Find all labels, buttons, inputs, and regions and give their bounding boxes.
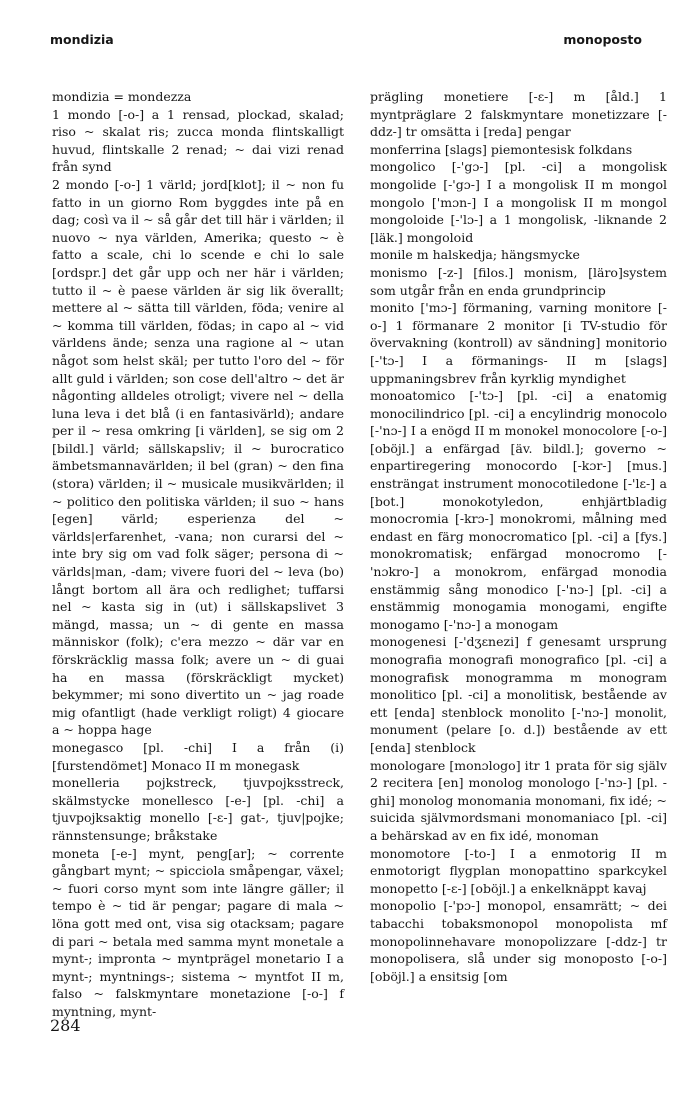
running-head-left: mondizia bbox=[50, 32, 114, 47]
page-number: 284 bbox=[50, 1016, 81, 1035]
entry-mondo-1: 1 mondo [-o-] a 1 rensad, plockad, skalad; riso ~ skalat ris; zucca monda flintskalligt huvud, flintskalle 2 renad; ~ dai vizi renad från synd bbox=[52, 106, 344, 175]
left-column bbox=[52, 88, 344, 1019]
entry-monismo: monismo [-z-] [filos.] monism, [läro]system som utgår från en enda grundprincip bbox=[370, 264, 667, 298]
right-column bbox=[370, 88, 667, 988]
entry-monferrina: monferrina [slags] piemontesisk folkdans bbox=[370, 141, 633, 157]
entry-monogenesi: monogenesi [-'dʒɛnezi] f genesamt ursprung monografia monografi monografico [pl. -ci] a monografisk monogramma m monogram monolitico [pl. -ci] a monolitisk, bestående av ett [enda] stenblock monolito [-'nɔ-] monolit, monument (pelare [o. d.]) bestående av ett [enda] stenblock bbox=[370, 634, 667, 755]
entry-mongolico: mongolico [-'gɔ-] [pl. -ci] a mongolisk mongolide [-'gɔ-] I a mongolisk II m mongol mongolo ['mɔn-] I a mongolisk II m mongol mongoloide [-'lɔ-] a 1 mongolisk, -liknande 2 [läk.] mongoloid bbox=[370, 159, 667, 245]
running-head-right: monoposto bbox=[563, 32, 642, 47]
entry-monoatomico: monoatomico [-'tɔ-] [pl. -ci] a enatomig monocilindrico [pl. -ci] a encylindrig monocolo [-'nɔ-] I a enögd II m monokel monocolore [-o-] [oböjl.] a enfärgad [äv. bildl.]; governo ~ enpartiregering monocordo [-kɔr-] [mus.] ensträngat instrument monocotiledone [-'lɛ-] a [bot.] monokotyledon, enhjärtbladig monocromia [-krɔ-] monokromi, målning med endast en färg monocromatico [pl. -ci] a [fys.] monokromatisk; enfärgad monocromo [-'nɔkro-] a monokrom, enfärgad monodia enstämmig sång monodico [-'nɔ-] [pl. -ci] a enstämmig monogamia monogami, engifte monogamo [-'nɔ-] a monogam bbox=[370, 388, 667, 632]
entry-monopolio: monopolio [-'pɔ-] monopol, ensamrätt; ~ dei tabacchi tobaksmonopol monopolista mf monopolinnehavare monopolizzare [-ddz-] tr monopolisera, slå under sig monoposto [-o-] [oböjl.] a ensitsig [om bbox=[370, 898, 667, 984]
entry-mondizia: mondizia = mondezza bbox=[52, 89, 192, 104]
entry-monelleria: monelleria pojkstreck, tjuvpojksstreck, skälmstycke monellesco [-e-] [pl. -chi] a tjuvpojksaktig monello [-ɛ-] gat-, tjuv|pojke; rännstensunge; bråkstake bbox=[52, 775, 344, 843]
entry-monetiere: prägling monetiere [-ɛ-] m [åld.] 1 myntpräglare 2 falskmyntare monetizzare [-ddz-] tr omsätta i [reda] pengar bbox=[370, 89, 667, 140]
entry-mondo-2: 2 mondo [-o-] 1 värld; jord[klot]; il ~ non fu fatto in un giorno Rom byggdes inte på en dag; così va il ~ så går det till här i världen; il nuovo ~ nya världen, Amerika; questo ~ è fatto a scale, chi lo scende e chi lo sale [ordspr.] det går upp och ner här i världen; tutto il ~ è paese världen är sig lik överallt; mettere al ~ sätta till världen, föda; venire al ~ komma till världen, födas; in capo al ~ vid världens ände; senza una ragione al ~ utan något som helst skäl; per tutto l'oro del ~ för allt guld i världen; son cose dell'altro ~ det är någonting alldeles otroligt; vivere nel ~ della luna leva i det blå (i en fantasivärld); andare per il ~ resa omkring [i världen], se sig om 2 [bildl.] värld; sällskapsliv; il ~ burocratico ämbetsmannavärlden; il bel (gran) ~ den fina (stora) världen; il ~ musicale musikvärlden; il ~ politico den politiska världen; il suo ~ hans [egen] värld; esperienza del ~ världs|erfarenhet, -vana; non curarsi del ~ inte bry sig om vad folk säger; persona di ~ världs|man, -dam; vivere fuori del ~ leva (bo) långt bortom all ära och redlighet; tuffarsi nel ~ kasta sig in (ut) i sällskapslivet 3 mängd, massa; un ~ di gente en massa människor (folk); c'era mezzo ~ där var en förskräcklig massa folk; avere un ~ di guai ha en massa (förskräckligt mycket) bekymmer; mi sono divertito un ~ jag roade mig ofantligt (hade verkligt roligt) 4 giocare a ~ hoppa hage bbox=[52, 176, 344, 738]
entry-monito: monito ['mɔ-] förmaning, varning monitore [-o-] 1 förmanare 2 monitor [i TV-studio för övervakning (kontroll) av sändning] monitorio [-'tɔ-] I a förmanings- II m [slags] uppmaningsbrev från kyrklig myndighet bbox=[370, 300, 667, 386]
entry-monile: monile m halskedja; hängsmycke bbox=[370, 247, 580, 263]
entry-moneta: moneta [-e-] mynt, peng[ar]; ~ corrente gångbart mynt; ~ spicciola småpengar, växel; ~ fuori corso mynt som inte längre gäller; il tempo è ~ tid är pengar; pagare di mala ~ löna gott med ont, visa sig otacksam; pagare di pari ~ betala med samma mynt monetale a mynt-; impronta ~ myntprägel monetario I a mynt-; myntnings-; sistema ~ myntfot II m, falso ~ falskmyntare monetazione [-o-] f myntning, mynt- bbox=[52, 845, 344, 1019]
entry-monologare: monologare [monɔlogo] itr 1 prata för sig själv 2 recitera [en] monolog monologo [-'nɔ-] [pl. -ghi] monolog monomania monomani, fix idé; ~ suicida självmordsmani monomaniaco [pl. -ci] a behärskad av en fix idé, monoman bbox=[370, 757, 667, 843]
entry-monegasco: monegasco [pl. -chi] I a från (i) [furstendömet] Monaco II m monegask bbox=[52, 739, 344, 773]
entry-monomotore: monomotore [-to-] I a enmotorig II m enmotorigt flygplan monopattino sparkcykel monopetto [-ɛ-] [oböjl.] a enkelknäppt kavaj bbox=[370, 845, 667, 896]
